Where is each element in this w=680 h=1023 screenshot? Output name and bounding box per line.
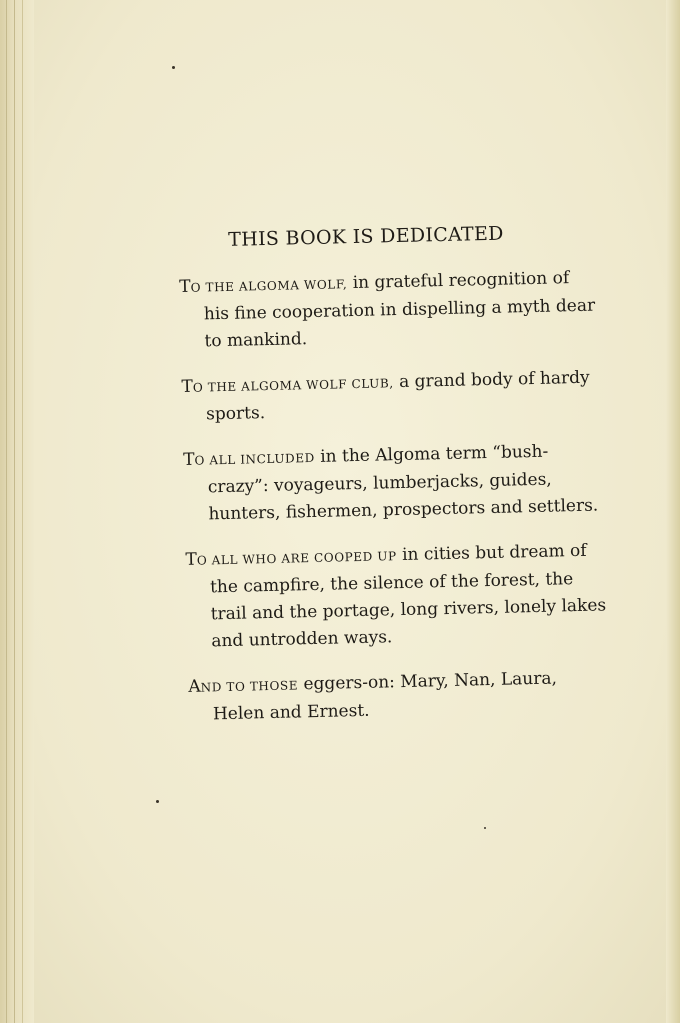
paragraph-text: in cities but dream of the campfire, the silence of the forest, the trail and the portage, long rivers, lonely lakes and untrodden ways. [209, 540, 607, 652]
dedication-paragraph [181, 364, 602, 429]
page-edge [666, 0, 680, 1023]
paragraph-text: in the Algoma term “bush-crazy”: voyageurs, lumberjacks, guides, hunters, fishermen, prospectors and settlers. [207, 441, 599, 525]
gutter-line [6, 0, 7, 1023]
paragraph-text: eggers-on: Mary, Nan, Laura, Helen and Ernest. [212, 668, 558, 725]
lead-small-caps: O THE ALGOMA WOLF, [190, 277, 348, 295]
lead-initial: A [188, 676, 201, 697]
dedication-block [178, 220, 610, 746]
lead-initial: T [179, 276, 191, 297]
gutter-line [22, 0, 23, 1023]
dedication-paragraph [185, 537, 607, 656]
lead-small-caps: O ALL INCLUDED [194, 450, 316, 468]
dedication-paragraph [183, 437, 605, 529]
paper-speck [484, 827, 486, 829]
lead-small-caps: ND TO THOSE [200, 678, 299, 695]
lead-small-caps: O ALL WHO ARE COOPED UP [196, 549, 397, 568]
gutter-line [14, 0, 15, 1023]
paper-speck [156, 800, 159, 803]
paragraph-text: in grateful recognition of his fine cooperation in dispelling a myth dear to mankind. [203, 268, 596, 352]
dedication-paragraph [179, 264, 601, 356]
lead-small-caps: O THE ALGOMA WOLF CLUB, [192, 376, 394, 395]
paper-speck [172, 66, 175, 69]
lead-initial: T [181, 376, 194, 397]
dedication-title: THIS BOOK IS DEDICATED [227, 222, 504, 251]
paragraph-text: a grand body of hardy sports. [205, 367, 590, 425]
lead-initial: T [182, 449, 195, 470]
dedication-paragraph [188, 664, 609, 729]
lead-initial: T [185, 549, 198, 570]
